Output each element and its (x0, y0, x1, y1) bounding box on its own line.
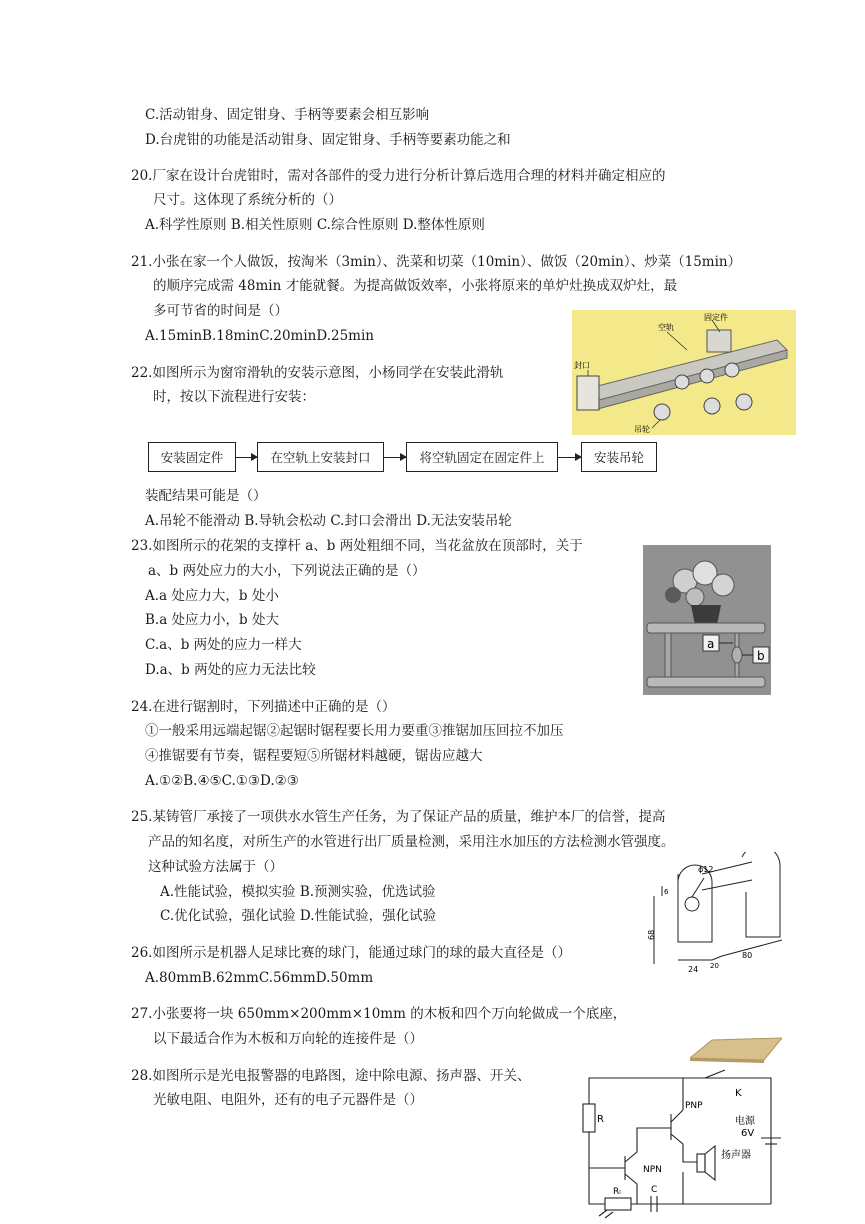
leaves (665, 587, 681, 603)
label-a: a (707, 637, 715, 651)
q21-options: A.15minB.18minC.20minD.25min (145, 328, 374, 344)
q19-option-d: D.台虎钳的功能是活动钳身、固定钳身、手柄等要素功能之和 (145, 132, 511, 148)
npn-collector (625, 1152, 637, 1162)
q27-stem-line2: 以下最适合作为木板和万向轮的连接件是（） (153, 1031, 423, 1047)
label-6v: 6V (741, 1128, 755, 1139)
wood-board-figure (690, 1036, 782, 1064)
label-24: 24 (688, 965, 699, 974)
q27-stem-line1: 27.小张要将一块 650mm×200mm×10mm 的木板和四个万向轮做成一个底座， (131, 1006, 627, 1022)
pulley-6 (736, 394, 752, 410)
flower-pot (691, 605, 721, 625)
bottom-wire (637, 1172, 683, 1204)
speaker-wire (683, 1144, 697, 1162)
photoresistor-rl (605, 1198, 631, 1210)
q26-options: A.80mmB.62mmC.56mmD.50mm (145, 970, 374, 986)
front-post (678, 865, 712, 942)
label-c: C (651, 1185, 658, 1195)
q25-options-cd: C.优化试验，强化试验 D.性能试验，强化试验 (160, 908, 437, 924)
pulley-2 (700, 369, 714, 383)
q25-stem-line3: 这种试验方法属于（） (148, 859, 283, 875)
q22-stem-line1: 22.如图所示为窗帘滑轨的安装示意图，小杨同学在安装此滑轨 (131, 365, 504, 381)
q24-options: A.①②B.④⑤C.①③D.②③ (145, 773, 299, 789)
q22-stem-line2: 时，按以下流程进行安装： (153, 389, 315, 405)
rl-wire (589, 1168, 605, 1204)
light-arrow-2 (605, 1212, 613, 1218)
q22-stem-line3: 装配结果可能是（） (145, 488, 267, 504)
label-pnp: PNP (685, 1101, 703, 1111)
back-post (742, 852, 780, 937)
q19-option-c: C.活动钳身、固定钳身、手柄等要素会相互影响 (145, 107, 430, 123)
speaker-cone (705, 1146, 715, 1180)
top-shelf (647, 623, 765, 633)
crossbar-bottom (702, 880, 752, 890)
left-post (665, 633, 671, 679)
q21-stem-line3: 多可节省的时间是（） (153, 303, 288, 319)
flow-step-4: 安装吊轮 (581, 442, 657, 472)
q24-stem-line1: 24.在进行锯割时，下列描述中正确的是（） (131, 699, 396, 715)
label-20: 20 (710, 962, 719, 970)
q22-options: A.吊轮不能滑动 B.导轨会松动 C.封口会滑出 D.无法安装吊轮 (145, 513, 512, 529)
flow-arrow-2 (384, 457, 406, 458)
q20-stem-line2: 尺寸。这体现了系统分析的（） (153, 192, 342, 208)
label-power: 电源 (735, 1116, 755, 1127)
q21-stem-line1: 21.小张在家一个人做饭，按淘米（3min）、洗菜和切菜（10min）、做饭（20min）、炒菜（15min） (131, 254, 742, 270)
goal-drawing-figure (642, 852, 792, 974)
q25-stem-line2: 产品的知名度，对所生产的水管进行出厂质量检测，采用注水加压的方法检测水管强度。 (148, 834, 675, 850)
phi-leader (692, 878, 704, 897)
npn-emitter (625, 1174, 637, 1184)
label-6: 6 (664, 888, 669, 896)
flow-arrow-1 (236, 457, 257, 458)
flow-arrow-3 (558, 457, 581, 458)
pulley-3 (725, 363, 739, 377)
fixer-block (707, 330, 731, 352)
label-k: K (735, 1088, 742, 1099)
q23-option-a: A.a 处应力大，b 处小 (145, 588, 279, 604)
alarm-circuit-figure (575, 1064, 785, 1220)
q23-stem-line1: 23.如图所示的花架的支撑杆 a、b 两处粗细不同，当花盆放在顶部时，关于 (131, 538, 583, 554)
flow-step-1: 安装固定件 (148, 442, 236, 472)
left-wire (589, 1132, 625, 1168)
pulley-5 (704, 398, 720, 414)
flower-shelf-figure (643, 545, 771, 695)
label-phi12: ϕ12 (698, 865, 714, 874)
switch-k (705, 1070, 725, 1078)
q23-option-d: D.a、b 两处的应力无法比较 (145, 662, 316, 678)
q23-option-c: C.a、b 两处的应力一样大 (145, 637, 302, 653)
pulley-1 (675, 375, 689, 389)
resistor-r (583, 1104, 595, 1132)
label-rl: Rₗ (613, 1187, 621, 1197)
label-r: R (597, 1114, 604, 1125)
label-npn: NPN (643, 1165, 662, 1175)
flow-step-3: 将空轨固定在固定件上 (406, 442, 558, 472)
speaker-body (697, 1154, 705, 1172)
q20-options: A.科学性原则 B.相关性原则 C.综合性原则 D.整体性原则 (145, 217, 485, 233)
label-speaker: 扬声器 (721, 1150, 751, 1161)
curtain-rail-figure (572, 310, 796, 435)
dim-line-20 (712, 956, 722, 960)
q23-stem-line2: a、b 两处应力的大小，下列说法正确的是（） (148, 563, 426, 579)
bottom-shelf (647, 677, 765, 687)
q25-options-ab: A.性能试验，模拟实验 B.预测实验，优选试验 (160, 884, 436, 900)
q26-stem-line1: 26.如图所示是机器人足球比赛的球门，能通过球门的球的最大直径是（） (131, 945, 571, 961)
q28-stem-line1: 28.如图所示是光电报警器的电路图，途中除电源、扬声器、开关、 (131, 1068, 531, 1084)
flower-4 (686, 588, 704, 606)
q24-stem-line2: ①一般采用远端起锯②起锯时锯程要长用力要重③推锯加压回拉不加压 (145, 723, 564, 739)
flow-step-2: 在空轨上安装封口 (257, 442, 384, 472)
cap-piece (577, 376, 599, 410)
q25-stem-line1: 25.某铸管厂承接了一项供水水管生产任务，为了保证产品的质量，维护本厂的信誉，提高 (131, 809, 666, 825)
q23-option-b: B.a 处应力小，b 处大 (145, 612, 279, 628)
q21-stem-line2: 的顺序完成需 48min 才能就餐。为提高做饭效率，小张将原来的单炉灶换成双炉灶，最 (153, 278, 678, 294)
front-hole (685, 897, 699, 911)
q20-stem-line1: 20.厂家在设计台虎钳时，需对各部件的受力进行分析计算后选用合理的材料并确定相应的 (131, 168, 666, 184)
q24-stem-line3: ④推锯要有节奏，锯程要短⑤所锯材料越硬，锯齿应越大 (145, 748, 483, 764)
pulley-4 (654, 404, 670, 420)
label-68: 68 (647, 929, 656, 940)
pnp-emitter (671, 1110, 683, 1122)
label-rail: 空轨 (658, 323, 674, 332)
right-post-bulge (732, 647, 742, 663)
label-cap: 封口 (574, 361, 590, 370)
board-top (690, 1038, 782, 1060)
npn-to-pnp (637, 1128, 671, 1152)
label-80: 80 (742, 951, 753, 960)
label-b: b (757, 649, 765, 663)
light-arrow-1 (599, 1210, 607, 1216)
pnp-collector (671, 1134, 683, 1144)
label-pulley: 吊轮 (634, 425, 650, 434)
q28-stem-line2: 光敏电阻、电阻外，还有的电子元器件是（） (153, 1092, 423, 1108)
flower-3 (712, 574, 734, 596)
label-fixer: 固定件 (704, 313, 728, 322)
